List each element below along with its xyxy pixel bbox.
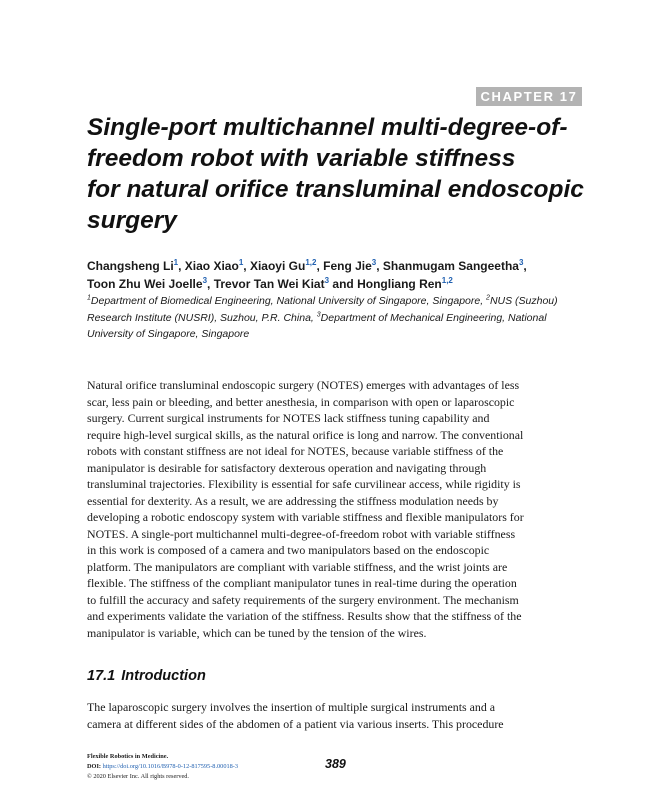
section-title: Introduction — [121, 668, 206, 684]
abstract-line: platform. The manipulators are compliant with variable stiffness, and the wrist joints are — [87, 559, 508, 574]
affiliation-line: University of Singapore, Singapore — [87, 328, 250, 340]
affiliation-line — [87, 293, 587, 310]
author-affiliation-mark[interactable]: 3 — [324, 276, 330, 285]
abstract-line: essential for dexterity. As a result, we are addressing the stiffness modulation needs by — [87, 493, 499, 508]
author-separator: , — [243, 259, 250, 273]
author-name[interactable]: Xiao Xiao — [184, 259, 239, 273]
author-separator: , — [178, 259, 185, 273]
abstract-line: transluminal trajectories. Flexibility is essential for safe curvilinear access, while rigidity is — [87, 477, 521, 491]
author-line — [87, 275, 597, 293]
page-number: 389 — [325, 757, 346, 771]
abstract-line: robots with constant stiffness are not ideal for NOTES, because variable stiffness of the — [87, 444, 504, 458]
affiliation-text: Research Institute (NUSRI), Suzhou, P.R. China, — [87, 311, 317, 324]
abstract-line: Natural orifice transluminal endoscopic surgery (NOTES) emerges with advantages of less — [87, 378, 520, 392]
abstract-line: require high-level surgical skills, as the natural orifice is long and narrow. The conventional — [87, 427, 524, 442]
intro-line: The laparoscopic surgery involves the insertion of multiple surgical instruments and a — [87, 700, 496, 714]
author-affiliation-mark[interactable]: 3 — [371, 258, 377, 267]
author-name[interactable]: Hongliang Ren — [357, 277, 442, 291]
abstract-line: manipulator is variable, which can be tuned by the tension of the wires. — [87, 625, 427, 640]
abstract-line: to fulfill the accuracy and safety requirements of the surgery environment. The mechanism — [87, 592, 519, 607]
author-affiliation-mark[interactable]: 1 — [238, 258, 244, 267]
author-separator: , — [316, 259, 324, 273]
author-name[interactable]: Toon Zhu Wei Joelle — [87, 277, 203, 291]
affiliation-mark: 1 — [87, 294, 91, 302]
author-list — [87, 257, 597, 293]
abstract-line: flexible. The stiffness of the compliant manipulator tunes in real-time during the operation — [87, 576, 517, 590]
author-affiliation-mark[interactable]: 3 — [202, 276, 208, 285]
chapter-title — [87, 112, 587, 236]
doi-line — [87, 762, 287, 772]
author-separator: and — [329, 277, 358, 291]
abstract-line: NOTES. A single-port multichannel multi-degree-of-freedom robot with variable stiffness — [87, 526, 516, 541]
abstract-line: developing a robotic endoscopy system with variable stiffness and flexible manipulators for — [87, 510, 524, 524]
abstract-line: manipulator is desirable for satisfactory dexterous operation and navigating through — [87, 460, 487, 475]
author-separator: , — [523, 259, 527, 273]
author-name[interactable]: Shanmugam Sangeetha — [382, 259, 519, 273]
affiliation-text: NUS (Suzhou) — [489, 295, 558, 307]
footer-info — [87, 752, 287, 782]
abstract-line: scar, less pain or bleeding, and better anesthesia, in comparison with open or laparoscopic — [87, 394, 515, 409]
abstract — [87, 377, 587, 641]
author-affiliation-mark[interactable]: 1,2 — [441, 276, 453, 285]
section-heading — [87, 668, 206, 684]
author-affiliation-mark[interactable]: 1,2 — [305, 258, 317, 267]
copyright: © 2020 Elsevier Inc. All rights reserved. — [87, 773, 190, 780]
intro-line: camera at different sides of the abdomen of a patient via various inserts. This procedure — [87, 717, 504, 731]
abstract-line: surgery. Current surgical instruments for NOTES lack stiffness tuning capability and — [87, 411, 490, 425]
doi-label: DOI: — [87, 763, 103, 770]
chapter-label: CHAPTER 17 — [476, 87, 582, 106]
affiliation-mark: 2 — [486, 294, 490, 302]
abstract-line: and experiments validate the variation of the stiffness. Results show that the stiffness of the — [87, 609, 522, 623]
author-affiliation-mark[interactable]: 1 — [173, 258, 179, 267]
author-separator: , — [207, 277, 214, 291]
doi-link[interactable]: https://doi.org/10.1016/B978-0-12-817595-8.00018-3 — [102, 763, 239, 770]
affiliation-text: Department of Mechanical Engineering, National — [320, 311, 547, 324]
title-line: for natural orifice transluminal endoscopic — [87, 176, 584, 203]
title-line: freedom robot with variable stiffness — [87, 145, 516, 172]
author-separator: , — [376, 259, 383, 273]
author-name[interactable]: Trevor Tan Wei Kiat — [213, 277, 325, 291]
affiliations — [87, 293, 587, 343]
author-line — [87, 257, 597, 275]
affiliation-line — [87, 310, 587, 327]
section-number: 17.1 — [87, 668, 116, 684]
title-line: Single-port multichannel multi-degree-of- — [87, 114, 568, 141]
title-line: surgery — [87, 207, 177, 234]
abstract-line: in this work is composed of a camera and two manipulators based on the endoscopic — [87, 543, 490, 557]
author-name[interactable]: Xiaoyi Gu — [249, 259, 306, 273]
author-name[interactable]: Feng Jie — [323, 259, 372, 273]
affiliation-mark: 3 — [316, 311, 321, 318]
book-title: Flexible Robotics in Medicine. — [87, 753, 169, 760]
author-name[interactable]: Changsheng Li — [87, 259, 174, 273]
author-affiliation-mark[interactable]: 3 — [518, 258, 524, 267]
intro-paragraph — [87, 699, 587, 733]
affiliation-text: Department of Biomedical Engineering, National University of Singapore, Singapore, — [90, 295, 487, 307]
